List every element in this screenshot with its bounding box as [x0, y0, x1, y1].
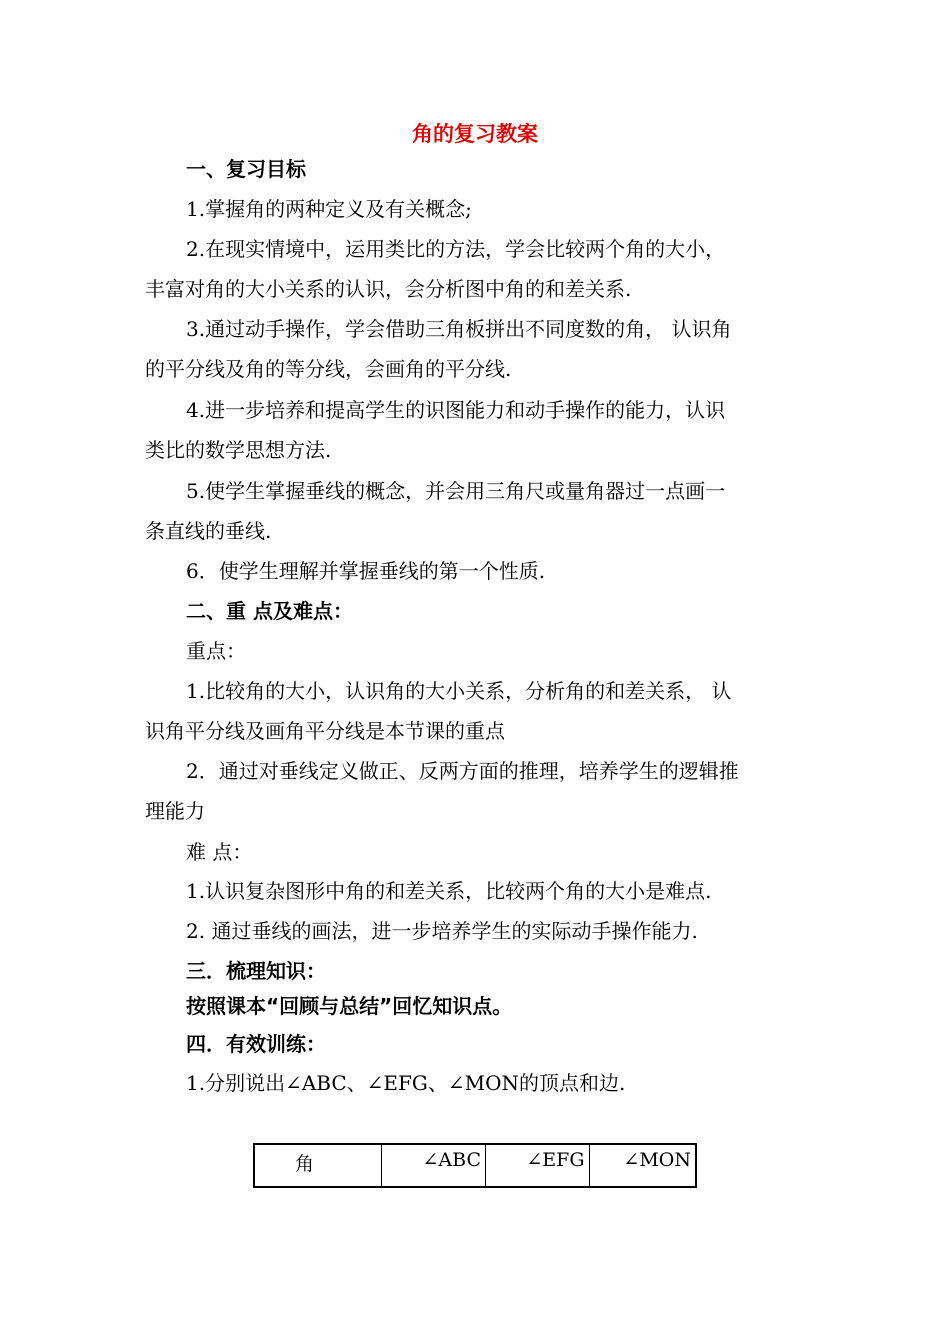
goal-item-3-line2: 的平分线及角的等分线，会画角的平分线. — [145, 357, 512, 381]
key-point-1-line1: 1.比较角的大小，认识角的大小关系，分析角的和差关系， 认 — [186, 679, 732, 703]
training-item-1: 1.分别说出∠ABC、∠EFG、∠MON的顶点和边. — [186, 1071, 626, 1095]
key-point-1-line2: 识角平分线及画角平分线是本节课的重点 — [145, 719, 505, 743]
table-cell-mon: ∠MON — [589, 1144, 696, 1187]
goal-item-6: 6．使学生理解并掌握垂线的第一个性质. — [186, 559, 546, 583]
difficult-point-2: 2. 通过垂线的画法，进一步培养学生的实际动手操作能力. — [186, 919, 698, 943]
goal-item-4-line2: 类比的数学思想方法. — [145, 438, 332, 462]
goal-item-4-line1: 4.进一步培养和提高学生的识图能力和动手操作的能力，认识 — [186, 398, 726, 422]
section-heading-review-goals: 一、复习目标 — [186, 157, 306, 181]
table-cell-angle: 角 — [254, 1144, 382, 1187]
goal-item-5-line1: 5.使学生掌握垂线的概念，并会用三角尺或量角器过一点画一 — [186, 479, 726, 503]
document-title: 角的复习教案 — [412, 122, 538, 146]
goal-item-3-line1: 3.通过动手操作，学会借助三角板拼出不同度数的角， 认识角 — [186, 317, 732, 341]
section-heading-training: 四．有效训练： — [186, 1032, 326, 1056]
knowledge-text: 按照课本“回顾与总结”回忆知识点。 — [186, 994, 513, 1018]
table-cell-efg: ∠EFG — [485, 1144, 589, 1187]
goal-item-2-line1: 2.在现实情境中，运用类比的方法，学会比较两个角的大小， — [186, 237, 726, 261]
section-heading-key-points: 二、重 点及难点： — [186, 599, 353, 623]
section-heading-knowledge: 三．梳理知识： — [186, 959, 326, 983]
table-row — [254, 1144, 696, 1187]
difficult-point-1: 1.认识复杂图形中角的和差关系，比较两个角的大小是难点. — [186, 879, 712, 903]
goal-item-5-line2: 条直线的垂线. — [145, 519, 272, 543]
goal-item-2-line2: 丰富对角的大小关系的认识，会分析图中角的和差关系. — [145, 277, 632, 301]
key-point-2-line2: 理能力 — [145, 799, 205, 823]
key-points-label: 重点： — [186, 639, 246, 663]
key-point-2-line1: 2．通过对垂线定义做正、反两方面的推理，培养学生的逻辑推 — [186, 759, 739, 783]
angles-table — [253, 1143, 697, 1188]
goal-item-1: 1.掌握角的两种定义及有关概念; — [186, 197, 472, 221]
table-cell-abc: ∠ABC — [382, 1144, 486, 1187]
difficult-points-label: 难 点： — [186, 840, 253, 864]
